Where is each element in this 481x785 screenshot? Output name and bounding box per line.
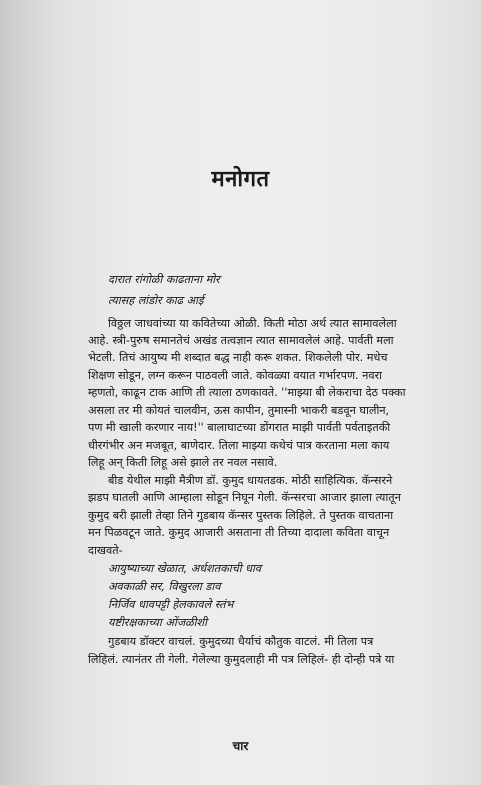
paragraph-line: म्हणतो, काढून टाक आणि ती त्याला ठणकावते. ''माझ्या बी लेकराचा देठ पक्का <box>88 386 406 399</box>
paragraph-line: झडप घातली आणि आम्हाला सोडून निघून गेली. कॅन्सरचा आजार झाला त्यातून <box>88 491 401 504</box>
paragraph-line: विठ्ठल जाधवांच्या या कवितेच्या ओळी. किती मोठा अर्थ त्यात सामावलेला <box>108 317 397 330</box>
paragraph-line: मन पिळवटून जाते. कुमुद आजारी असताना ती तिच्या दादाला कविता वाचून <box>88 526 390 539</box>
poem-line: त्यासह लांडोर काढ आई <box>108 294 204 307</box>
poem-line: अवकाळी सर, विखुरला डाव <box>108 580 221 593</box>
paragraph-line: असला तर मी कोयतं चालवीन, ऊस कापीन, तुमास्नी भाकरी बडवून घालीन, <box>88 404 390 417</box>
paragraph-line: भेटली. तिचं आयुष्य मी शब्दात बद्ध नाही करू शकत. शिकलेली पोर. मधेच <box>88 351 388 364</box>
poem-line: यष्टीरक्षकाच्या ओंजळीशी <box>108 616 208 629</box>
paragraph-line: पण मी खाली करणार नाय!'' बालाघाटच्या डोंगरात माझी पार्वती पर्वताइतकी <box>88 421 391 434</box>
poem-line: निर्जिव धावपट्टी हेलकावले स्तंभ <box>108 598 234 611</box>
paragraph-line: बीड येथील माझी मैत्रीण डॉ. कुमुद धायतडक. मोठी साहित्यिक. कॅन्सरने <box>108 474 393 487</box>
paragraph-line: शिक्षण सोडून, लग्न करून पाठवली जाते. कोवळ्या वयात गर्भारपण. नवरा <box>88 369 383 382</box>
paragraph-line: गुडबाय डॉक्टर वाचलं. कुमुदच्या धैर्याचं कौतुक वाटलं. मी तिला पत्र <box>108 635 374 648</box>
paragraph-line: लिहू अन् किती लिहू असे झाले तर नवल नसावे. <box>88 456 278 469</box>
page-title: मनोगत <box>211 167 270 192</box>
poem-line: आयुष्याच्या खेळात, अर्धशतकाची धाव <box>108 562 262 575</box>
paragraph-line: धीरगंभीर अन मजबूत, बाणेदार. तिला माझ्या कथेचं पात्र करताना मला काय <box>88 439 390 452</box>
paragraph-line: कुमुद बरी झाली तेव्हा तिने गुडबाय कॅन्सर पुस्तक लिहिले. ते पुस्तक वाचताना <box>88 509 394 522</box>
page-number: चार <box>232 739 249 753</box>
paragraph-line: आहे. स्त्री-पुरुष समानतेचं अखंड तत्वज्ञान त्यात सामावलेलं आहे. पार्वती मला <box>88 334 394 347</box>
paragraph-line: लिहिलं. त्यानंतर ती गेली. गेलेल्या कुमुदलाही मी पत्र लिहिलं- ही दोन्ही पत्रे या <box>88 653 395 666</box>
poem-line: दारात रांगोळी काढताना मोर <box>108 273 220 286</box>
paragraph-line: दाखवते- <box>88 544 123 557</box>
